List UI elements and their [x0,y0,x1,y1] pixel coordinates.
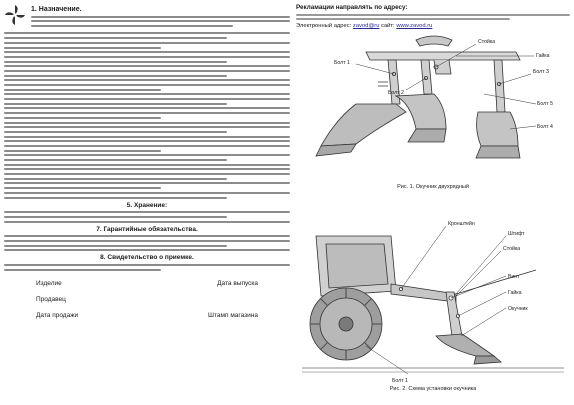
text-line [4,197,227,199]
text-line [4,32,290,34]
intro-paragraph [4,32,290,62]
text-line [4,107,290,109]
fig1-label: Болт 5 [537,101,553,107]
text-line [4,269,161,271]
text-line [4,154,290,156]
fig1-label: Гайка [536,53,550,59]
text-line [4,159,227,161]
text-line [4,89,161,91]
fig2-label: Кронштейн [448,221,475,227]
fig2-label: Окучник [508,306,528,312]
fig2-label: Стойка [503,246,521,252]
section-title-storage: 5. Хранение: [126,201,168,209]
text-line [4,47,161,49]
fig1-label: Болт 1 [334,60,350,66]
text-line [4,84,290,86]
text-line [4,103,227,105]
text-line [31,20,290,22]
signature-row [4,312,290,319]
text-line [4,164,290,166]
seller-label: Продавец [36,295,66,303]
text-line [4,178,227,180]
text-line [4,211,290,213]
text-line [4,235,290,237]
text-line [4,249,290,251]
text-line [4,98,290,100]
body-paragraph [4,264,290,271]
email-link[interactable]: zavod@ru [352,23,380,30]
signature-row [4,280,290,287]
body-paragraph [4,211,290,222]
contacts-block [296,4,570,30]
text-line [4,42,290,44]
text-line [296,14,570,16]
body-paragraph [4,65,290,119]
shop-stamp-label: Штамп магазина [208,311,258,319]
product-label: Изделие [36,279,62,287]
fig1-label: Болт 3 [533,69,549,75]
instructions-column [4,4,290,401]
body-paragraph [4,164,290,199]
text-line [4,182,290,184]
text-line [4,221,290,223]
text-line [31,16,290,18]
fig2-label: Винт [508,274,520,280]
section-title-purpose: 1. Назначение. [31,6,82,13]
figure-hiller-drawing [296,34,570,184]
fig2-label: Болт 1 [392,378,408,384]
text-line [4,140,290,142]
section-title-warranty: 7. Гарантийные обязательства. [96,225,198,233]
text-line [4,245,227,247]
email-label: Электронный адрес: [296,23,352,30]
figures-column [296,4,570,401]
fig2-label: Гайка [508,290,522,296]
text-line [4,117,161,119]
figure2-caption: Рис. 2. Схема установки окучника [389,386,477,392]
text-line [4,168,290,170]
text-line [4,75,227,77]
text-line [4,126,290,128]
body-paragraph [4,122,290,162]
text-line [4,192,290,194]
text-line [4,173,290,175]
text-line [4,37,227,39]
text-line [4,131,227,133]
text-line [4,122,290,124]
fig2-label: Штифт [508,231,525,237]
figure1-caption: Рис. 1. Окучник двухрядный [397,184,469,190]
text-line [296,18,510,20]
text-line [4,56,290,58]
fig1-label: Стойка [478,39,496,45]
figure-mounting-diagram [296,196,570,386]
release-date-label: Дата выпуска [217,279,258,287]
text-line [4,51,290,53]
text-line [4,136,290,138]
sale-date-label: Дата продажи [36,311,79,319]
fig1-label: Болт 2 [388,90,404,96]
text-line [4,145,290,147]
text-line [31,25,233,27]
text-line [4,112,290,114]
claims-address-title: Рекламации направлять по адресу: [296,4,408,11]
section-title-certificate: 8. Свидетельство о приемке. [100,254,194,262]
text-line [4,93,290,95]
text-line [4,187,161,189]
body-paragraph [4,235,290,251]
manufacturer-logo-icon [4,4,26,26]
website-link[interactable]: www.zavod.ru [396,23,433,30]
site-label: сайт: [381,23,395,30]
text-line [4,150,161,152]
instructions-header [4,4,290,30]
signature-row [4,296,290,303]
text-line [4,65,290,67]
text-line [4,240,290,242]
fig1-label: Болт 4 [537,124,553,130]
text-line [4,264,290,266]
text-line [4,216,227,218]
text-line [4,61,227,63]
text-line [4,79,290,81]
text-line [4,70,290,72]
